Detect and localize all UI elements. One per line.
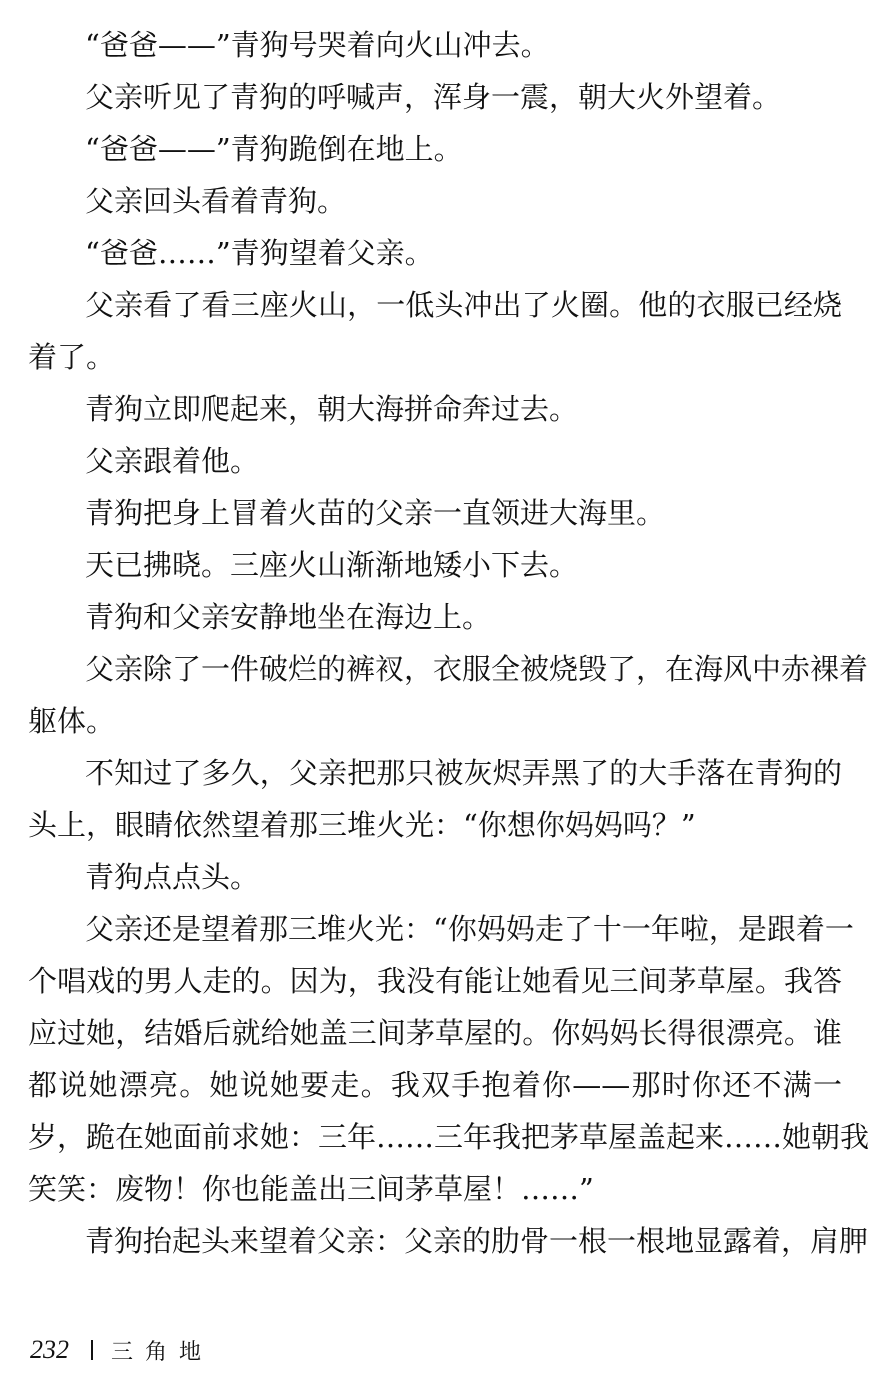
- paragraph: [28, 123, 842, 175]
- paragraph: [28, 435, 842, 487]
- text-line: 天已拂晓。三座火山渐渐地矮小下去。: [85, 548, 579, 582]
- text-line: 父亲听见了青狗的呼喊声，浑身一震，朝大火外望着。: [85, 80, 782, 114]
- text-line: “爸爸——”青狗号哭着向火山冲去。: [85, 28, 550, 62]
- paragraph: [28, 747, 842, 851]
- paragraph: [28, 19, 842, 71]
- text-line: 躯体。: [28, 704, 116, 738]
- paragraph: [28, 227, 842, 279]
- text-line: 父亲看了看三座火山，一低头冲出了火圈。他的衣服已经烧: [85, 288, 842, 322]
- text-line: “爸爸——”青狗跪倒在地上。: [85, 132, 463, 166]
- footer-divider: [91, 1340, 93, 1360]
- text-line: 都说她漂亮。她说她要走。我双手抱着你——那时你还不满一: [28, 1068, 842, 1102]
- paragraph: [28, 539, 842, 591]
- text-line: 父亲还是望着那三堆火光：“你妈妈走了十一年啦，是跟着一: [85, 912, 854, 946]
- text-line: 青狗把身上冒着火苗的父亲一直领进大海里。: [85, 496, 666, 530]
- paragraph: [28, 487, 842, 539]
- page-number: 232: [30, 1335, 69, 1364]
- text-line: 岁，跪在她面前求她：三年……三年我把茅草屋盖起来……她朝我: [28, 1120, 870, 1154]
- text-line: 青狗点点头。: [85, 860, 260, 894]
- paragraph: [28, 175, 842, 227]
- text-line: 个唱戏的男人走的。因为，我没有能让她看见三间茅草屋。我答: [28, 964, 842, 998]
- text-line: 青狗立即爬起来，朝大海拼命奔过去。: [85, 392, 579, 426]
- page-footer: [30, 1332, 213, 1368]
- text-line: 笑笑：废物！你也能盖出三间茅草屋！……”: [28, 1172, 594, 1206]
- text-line: 头上，眼睛依然望着那三堆火光：“你想你妈妈吗？”: [28, 808, 696, 842]
- paragraph: [28, 383, 842, 435]
- paragraph: [28, 643, 869, 747]
- paragraph: [28, 1215, 869, 1267]
- text-line: “爸爸……”青狗望着父亲。: [85, 236, 434, 270]
- text-line: 父亲回头看着青狗。: [85, 184, 347, 218]
- text-line: 青狗抬起头来望着父亲：父亲的肋骨一根一根地显露着，肩胛: [85, 1224, 869, 1258]
- page-body: [28, 19, 870, 1267]
- paragraph: [28, 71, 842, 123]
- paragraph: [28, 851, 842, 903]
- paragraph: [28, 591, 842, 643]
- text-line: 青狗和父亲安静地坐在海边上。: [85, 600, 492, 634]
- running-title: 三角地: [111, 1339, 214, 1365]
- paragraph: [28, 903, 870, 1215]
- paragraph: [28, 279, 842, 383]
- text-line: 着了。: [28, 340, 116, 374]
- text-line: 不知过了多久，父亲把那只被灰烬弄黑了的大手落在青狗的: [85, 756, 842, 790]
- text-line: 应过她，结婚后就给她盖三间茅草屋的。你妈妈长得很漂亮。谁: [28, 1016, 842, 1050]
- text-line: 父亲除了一件破烂的裤衩，衣服全被烧毁了，在海风中赤裸着: [85, 652, 869, 686]
- text-line: 父亲跟着他。: [85, 444, 260, 478]
